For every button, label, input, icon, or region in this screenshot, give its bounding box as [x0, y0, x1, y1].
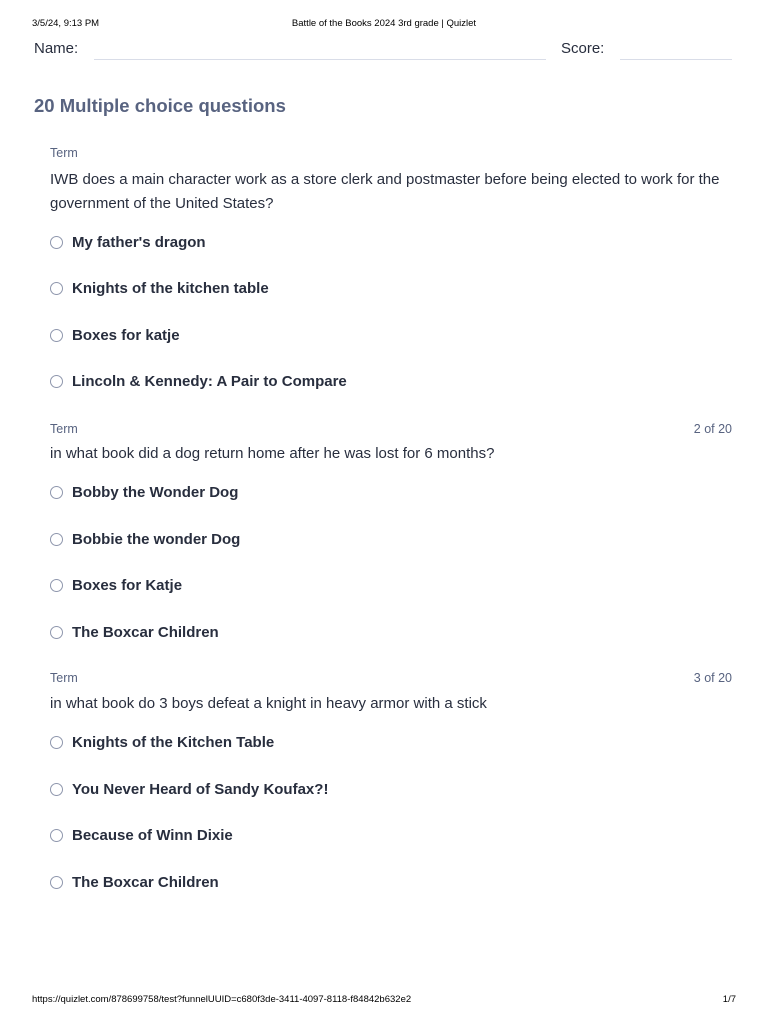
print-date: 3/5/24, 9:13 PM [32, 18, 100, 29]
radio-icon[interactable] [50, 282, 63, 295]
print-url: https://quizlet.com/878699758/test?funnelUUID=c680f3de-3411-4097-8118-f84842b632e2 [32, 994, 412, 1005]
question-prompt: in what book did a dog return home after he was lost for 6 months? [50, 445, 495, 462]
answer-option-label: Bobbie the wonder Dog [72, 531, 241, 548]
radio-icon[interactable] [50, 486, 63, 499]
answer-option-label: The Boxcar Children [72, 874, 219, 891]
section-title: 20 Multiple choice questions [34, 95, 286, 116]
radio-icon[interactable] [50, 829, 63, 842]
score-label: Score: [561, 40, 605, 57]
radio-icon[interactable] [50, 876, 63, 889]
print-header [32, 18, 736, 32]
radio-icon[interactable] [50, 783, 63, 796]
name-label: Name: [34, 40, 79, 57]
answer-option-label: Because of Winn Dixie [72, 827, 233, 844]
term-label: Term [50, 671, 78, 685]
answer-option-label: Knights of the kitchen table [72, 280, 269, 297]
radio-icon[interactable] [50, 329, 63, 342]
radio-icon[interactable] [50, 375, 63, 388]
name-line [94, 59, 546, 60]
name-score-row [34, 38, 732, 62]
answer-option-label: You Never Heard of Sandy Koufax?! [72, 781, 329, 798]
print-footer [32, 994, 736, 1008]
radio-icon[interactable] [50, 736, 63, 749]
question-prompt: IWB does a main character work as a store clerk and postmaster before being elected to work for the government of the United States? [50, 171, 720, 212]
term-label: Term [50, 422, 78, 436]
answer-option-label: The Boxcar Children [72, 624, 219, 641]
answer-option-label: Knights of the Kitchen Table [72, 734, 275, 751]
page-number: 1/7 [722, 994, 736, 1005]
radio-icon[interactable] [50, 533, 63, 546]
answer-option-label: My father's dragon [72, 234, 206, 251]
question-count: 2 of 20 [693, 422, 732, 436]
print-page-title: Battle of the Books 2024 3rd grade | Quizlet [291, 18, 477, 29]
question-prompt: in what book do 3 boys defeat a knight in heavy armor with a stick [50, 695, 487, 712]
radio-icon[interactable] [50, 236, 63, 249]
score-line [620, 59, 732, 60]
radio-icon[interactable] [50, 579, 63, 592]
answer-option-label: Lincoln & Kennedy: A Pair to Compare [72, 373, 347, 390]
answer-option-label: Boxes for katje [72, 327, 180, 344]
question-count: 3 of 20 [693, 671, 732, 685]
radio-icon[interactable] [50, 626, 63, 639]
answer-option-label: Boxes for Katje [72, 577, 183, 594]
answer-option-label: Bobby the Wonder Dog [72, 484, 239, 501]
term-label: Term [50, 146, 78, 160]
